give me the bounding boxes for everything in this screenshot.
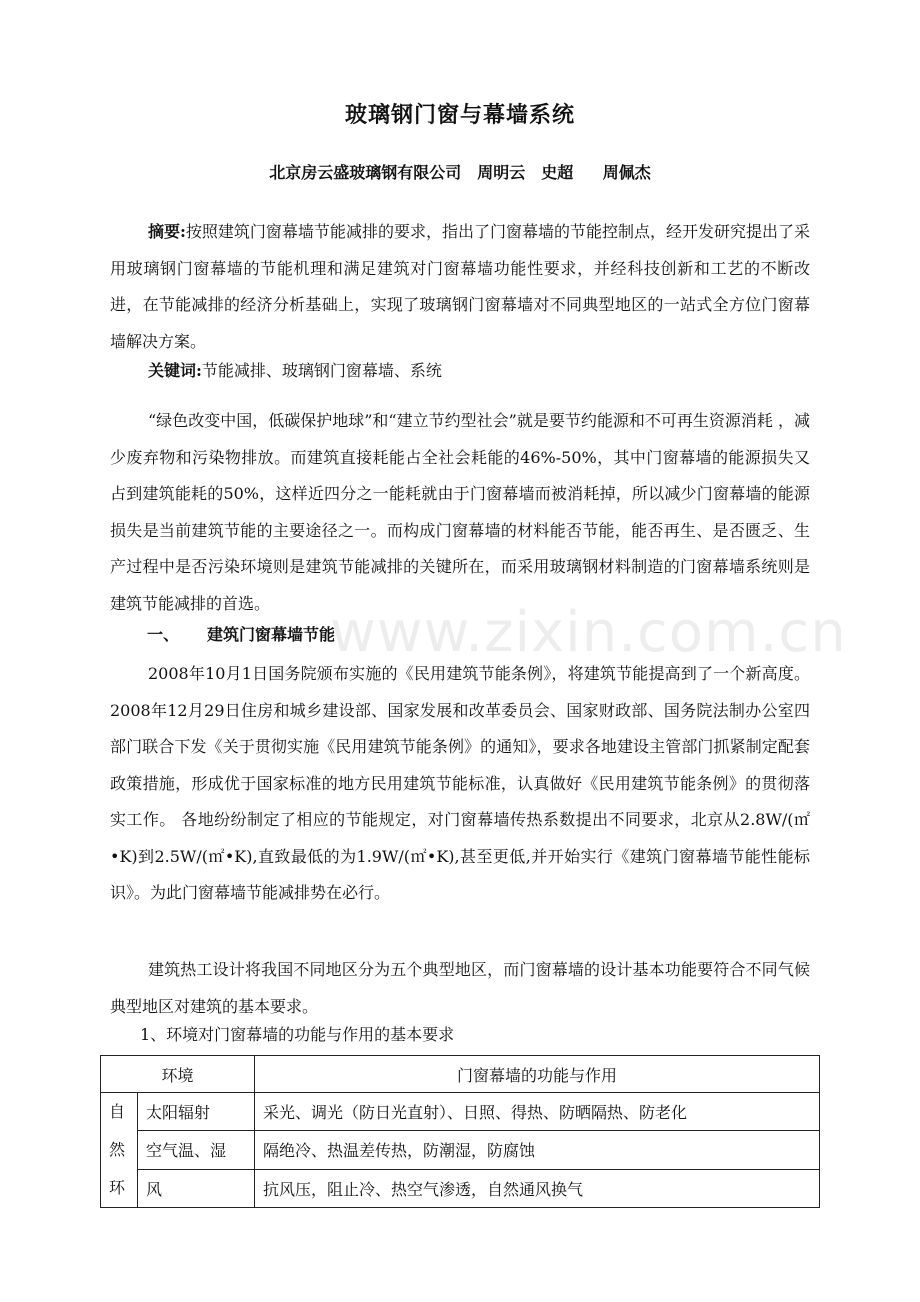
abstract-label: 摘要: [148, 222, 186, 241]
group-char: 然 [109, 1140, 126, 1159]
table-header-row [101, 1056, 820, 1093]
env-cell: 太阳辐射 [138, 1093, 255, 1131]
table-row [101, 1169, 820, 1207]
regions-paragraph: 建筑热工设计将我国不同地区分为五个典型地区，而门窗幕墙的设计基本功能要符合不同气候典型地区对建筑的基本要求。 [110, 960, 810, 1016]
table-header-env: 环境 [101, 1056, 255, 1093]
func-cell: 抗风压，阻止冷、热空气渗透，自然通风换气 [255, 1169, 820, 1207]
group-label-cell [101, 1093, 138, 1208]
subsection-heading: 1、环境对门窗幕墙的功能与作用的基本要求 [140, 1025, 455, 1044]
keywords-text: 节能减排、玻璃钢门窗幕墙、系统 [201, 361, 442, 380]
intro-paragraph: “绿色改变中国，低碳保护地球”和“建立节约型社会”就是要节约能源和不可再生资源消耗 ，减少废弃物和污染物排放。而建筑直接耗能占全社会耗能的46%-50%，其中门窗幕墙的能源损失又占到建筑能耗的50%，这样近四分之一能耗就由于门窗幕墙而被消耗掉，所以减少门窗幕墙的能源损失是当前建筑节能的主要途径之一。而构成门窗幕墙的材料能否节能，能否再生、是否匮乏、生产过程中是否污染环境则是建筑节能减排的关键所在，而采用玻璃钢材料制造的门窗幕墙系统则是建筑节能减排的首选。 [110, 411, 810, 613]
doc-authors: 北京房云盛玻璃钢有限公司 周明云 史超 周佩杰 [269, 163, 651, 182]
group-char: 环 [109, 1178, 126, 1197]
table-header-func: 门窗幕墙的功能与作用 [255, 1056, 820, 1093]
group-char: 自 [109, 1102, 126, 1121]
abstract-text: 按照建筑门窗幕墙节能减排的要求，指出了门窗幕墙的节能控制点，经开发研究提出了采用玻璃钢门窗幕墙的节能机理和满足建筑对门窗幕墙功能性要求，并经科技创新和工艺的不断改进，在节能减排的经济分析基础上，实现了玻璃钢门窗幕墙对不同典型地区的一站式全方位门窗幕墙解决方案。 [110, 222, 810, 351]
table-row [101, 1131, 820, 1169]
policy-paragraph: 2008年10月1日国务院颁布实施的《民用建筑节能条例》，将建筑节能提高到了一个新高度。2008年12月29日住房和城乡建设部、国家发展和改革委员会、国家财政部、国务院法制办公室四部门联合下发《关于贯彻实施《民用建筑节能条例》的通知》，要求各地建设主管部门抓紧制定配套政策措施，形成优于国家标准的地方民用建筑节能标准，认真做好《民用建筑节能条例》的贯彻落实工作。 各地纷纷制定了相应的节能规定，对门窗幕墙传热系数提出不同要求，北京从2.8W/(㎡•K)到2.5W/(㎡•K),直致最低的为1.9W/(㎡•K),甚至更低,并开始实行《建筑门窗幕墙节能性能标识》。为此门窗幕墙节能减排势在必行。 [110, 664, 810, 902]
keywords-label: 关键词: [148, 361, 202, 380]
section-heading [147, 622, 335, 645]
table-row [101, 1093, 820, 1131]
env-cell: 风 [138, 1169, 255, 1207]
keywords-paragraph [110, 353, 810, 390]
func-cell: 采光、调光（防日光直射）、日照、得热、防晒隔热、防老化 [255, 1093, 820, 1131]
func-cell: 隔绝冷、热温差传热，防潮湿，防腐蚀 [255, 1131, 820, 1169]
section-number: 一、 [147, 625, 180, 644]
doc-title: 玻璃钢门窗与幕墙系统 [344, 102, 575, 128]
watermark: www.zixin.com.cn [330, 600, 847, 665]
section-title: 建筑门窗幕墙节能 [207, 625, 336, 644]
environment-table [100, 1055, 820, 1208]
abstract-paragraph [110, 214, 810, 360]
env-cell: 空气温、湿 [138, 1131, 255, 1169]
